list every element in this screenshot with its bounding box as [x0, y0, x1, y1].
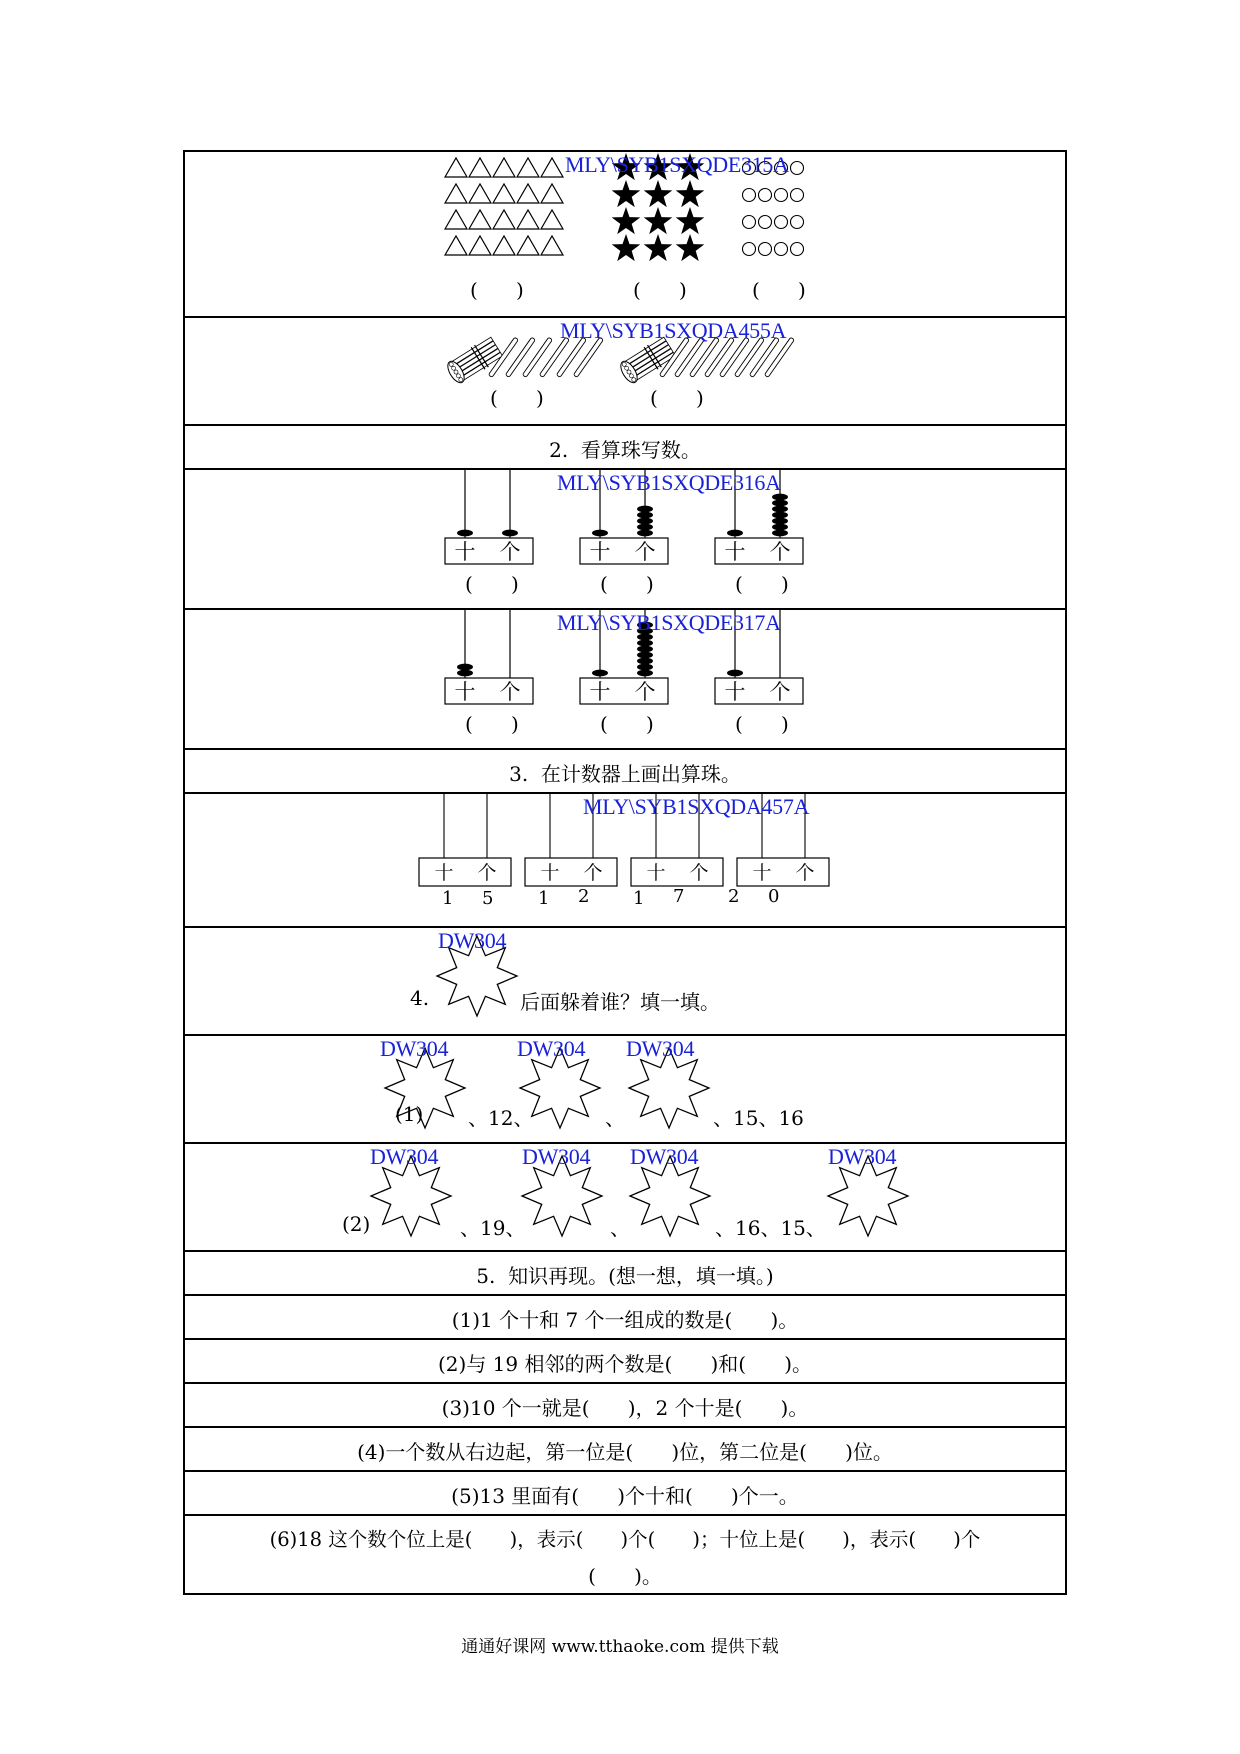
triangle-icon [445, 158, 467, 177]
sequence-row-1 [185, 1036, 1065, 1144]
q5-item-row [185, 1384, 1065, 1428]
abacus-row-1 [185, 470, 1065, 610]
q5-item-row [185, 1296, 1065, 1340]
figure-code: DW304 [370, 1144, 439, 1169]
q4-title-row [185, 928, 1065, 1036]
bead [772, 518, 788, 525]
question-number: 4. [410, 986, 430, 1010]
circle-icon [791, 216, 804, 229]
figure-code: MLY\SYB1SXQDA457A [583, 794, 810, 819]
stick-bundle-icon [444, 336, 504, 387]
counter-number-ones: 2 [578, 886, 590, 907]
triangle-icon [493, 184, 515, 203]
bead [772, 500, 788, 507]
sequence-label: (2) [342, 1212, 371, 1236]
bead [637, 658, 653, 665]
triangle-icon [493, 210, 515, 229]
bead [637, 652, 653, 659]
figure-code: DW304 [630, 1144, 699, 1169]
triangle-icon [517, 236, 539, 255]
ones-label: 个 [795, 862, 815, 884]
triangle-icon [541, 184, 563, 203]
tens-label: 十 [454, 540, 476, 564]
circle-icon [759, 243, 772, 256]
page-footer: 通通好课网 www.tthaoke.com 提供下载 [461, 1637, 779, 1657]
tens-label: 十 [724, 680, 746, 704]
bead [637, 664, 653, 671]
sequence-text: 、 [605, 1106, 625, 1130]
q5-item: (2)与 19 相邻的两个数是( )和( )。 [438, 1352, 812, 1376]
circle-icon [791, 243, 804, 256]
circle-icon [743, 216, 756, 229]
q5-item: (3)10 个一就是( )，2 个十是( )。 [441, 1396, 809, 1420]
circle-icon [775, 189, 788, 202]
star-icon [676, 180, 705, 207]
shapes-row [185, 152, 1065, 318]
bead [637, 512, 653, 519]
triangles-group [442, 154, 582, 266]
circle-icon [775, 243, 788, 256]
bead [727, 530, 743, 537]
figure-code: DW304 [522, 1144, 591, 1169]
ones-label: 个 [769, 540, 791, 564]
bead [772, 524, 788, 531]
star-icon [612, 207, 641, 234]
answer-blank: ( ) [465, 572, 519, 596]
triangle-icon [541, 236, 563, 255]
circle-icon [759, 216, 772, 229]
tens-label: 十 [434, 862, 454, 884]
triangle-icon [445, 184, 467, 203]
abacus-row-2 [185, 610, 1065, 750]
abacus [445, 470, 533, 564]
counter [419, 794, 511, 886]
figure-code: MLY\SYB1SXQDE315A [565, 152, 789, 177]
triangle-icon [517, 158, 539, 177]
answer-blank: ( ) [600, 572, 654, 596]
sequence-text: 、19、 [460, 1216, 526, 1240]
answer-blank: ( ) [490, 386, 544, 410]
counter-number-ones: 7 [673, 886, 685, 907]
figure-code: MLY\SYB1SXQDA455A [560, 318, 787, 343]
figure-code: MLY\SYB1SXQDE316A [557, 470, 781, 495]
counter-base [525, 858, 617, 886]
question-title: 后面躲着谁？填一填。 [520, 990, 720, 1014]
question-title: 5. 知识再现。(想一想，填一填。) [476, 1264, 774, 1288]
triangle-icon [493, 158, 515, 177]
stick-icon [522, 337, 552, 377]
ones-label: 个 [477, 862, 497, 884]
bead [457, 664, 473, 671]
bead [592, 670, 608, 677]
circle-icon [791, 189, 804, 202]
triangle-icon [445, 210, 467, 229]
q5-item-continuation: ( )。 [588, 1564, 662, 1588]
answer-blank: ( ) [735, 572, 789, 596]
triangle-icon [517, 210, 539, 229]
sequence-text: 、 [610, 1216, 630, 1240]
figure-code: DW304 [380, 1036, 449, 1061]
star-icon [644, 207, 673, 234]
tens-label: 十 [589, 680, 611, 704]
bead [772, 506, 788, 513]
triangle-icon [541, 210, 563, 229]
tens-label: 十 [724, 540, 746, 564]
ones-label: 个 [634, 540, 656, 564]
figure-code: DW304 [517, 1036, 586, 1061]
tens-label: 十 [752, 862, 772, 884]
counter-number-ones: 0 [768, 886, 780, 907]
star-icon [676, 207, 705, 234]
star-icon [612, 234, 641, 261]
circle-icon [791, 162, 804, 175]
bead [502, 530, 518, 537]
triangle-icon [493, 236, 515, 255]
figure-code: MLY\SYB1SXQDE317A [557, 610, 781, 635]
sequence-row-2 [185, 1144, 1065, 1252]
triangle-icon [469, 210, 491, 229]
answer-blank: ( ) [633, 278, 687, 302]
triangle-icon [541, 158, 563, 177]
bead [637, 670, 653, 677]
counter-base [737, 858, 829, 886]
bead [457, 670, 473, 677]
answer-blank: ( ) [650, 386, 704, 410]
answer-blank: ( ) [600, 712, 654, 736]
q5-item-row [185, 1472, 1065, 1516]
answer-blank: ( ) [470, 278, 524, 302]
ones-label: 个 [769, 680, 791, 704]
q5-item: (6)18 这个数个位上是( )，表示( )个( )；十位上是( )，表示( )个 [269, 1528, 981, 1551]
circle-icon [743, 189, 756, 202]
counter-base [631, 858, 723, 886]
bead [637, 530, 653, 537]
star-icon [644, 234, 673, 261]
answer-blank: ( ) [752, 278, 806, 302]
sequence-label: (1) [395, 1102, 424, 1126]
counter-row [185, 794, 1065, 928]
q5-item: (4)一个数从右边起，第一位是( )位，第二位是( )位。 [357, 1440, 893, 1464]
stick-icon [505, 337, 535, 377]
q5-title-row [185, 1252, 1065, 1296]
sequence-text: 、15、16 [713, 1106, 804, 1130]
bead [637, 518, 653, 525]
worksheet-table [183, 150, 1067, 1595]
q3-title-row [185, 750, 1065, 794]
bead [772, 530, 788, 537]
abacus [445, 610, 533, 704]
figure-code: DW304 [626, 1036, 695, 1061]
ones-label: 个 [499, 680, 521, 704]
counter-number-tens: 1 [538, 888, 550, 909]
ones-label: 个 [499, 540, 521, 564]
bead [637, 506, 653, 513]
counter-number-tens: 2 [728, 886, 740, 907]
counter-number-tens: 1 [442, 888, 454, 909]
bead [457, 530, 473, 537]
answer-blank: ( ) [735, 712, 789, 736]
question-title: 3. 在计数器上画出算珠。 [509, 762, 741, 786]
bead [637, 646, 653, 653]
bundles-row [185, 318, 1065, 426]
counter-base [419, 858, 511, 886]
star-icon [612, 180, 641, 207]
star-icon [644, 180, 673, 207]
q5-item-row [185, 1340, 1065, 1384]
tens-label: 十 [454, 680, 476, 704]
q5-item-row [185, 1428, 1065, 1472]
bead [727, 670, 743, 677]
tens-label: 十 [540, 862, 560, 884]
tens-label: 十 [589, 540, 611, 564]
answer-blank: ( ) [465, 712, 519, 736]
sequence-text: 、12、 [468, 1106, 534, 1130]
triangle-icon [445, 236, 467, 255]
bead [772, 512, 788, 519]
bead [592, 530, 608, 537]
ones-label: 个 [583, 862, 603, 884]
sequence-text: 、16、15、 [715, 1216, 826, 1240]
counter-number-ones: 5 [482, 888, 494, 909]
q5-item: (1)1 个十和 7 个一组成的数是( )。 [451, 1308, 799, 1332]
circle-icon [743, 243, 756, 256]
star-icon [676, 234, 705, 261]
figure-code: DW304 [828, 1144, 897, 1169]
counter-number-tens: 1 [633, 888, 645, 909]
figure-code: DW304 [438, 928, 507, 953]
circle-icon [759, 189, 772, 202]
triangle-icon [469, 158, 491, 177]
ones-label: 个 [689, 862, 709, 884]
bead [637, 524, 653, 531]
q5-item: (5)13 里面有( )个十和( )个一。 [451, 1484, 799, 1508]
bead [637, 640, 653, 647]
tens-label: 十 [646, 862, 666, 884]
triangle-icon [517, 184, 539, 203]
q5-item-row [185, 1516, 1065, 1595]
question-title: 2. 看算珠写数。 [549, 438, 701, 462]
triangle-icon [469, 184, 491, 203]
triangle-icon [469, 236, 491, 255]
q2-title-row [185, 426, 1065, 470]
ones-label: 个 [634, 680, 656, 704]
circle-icon [775, 216, 788, 229]
